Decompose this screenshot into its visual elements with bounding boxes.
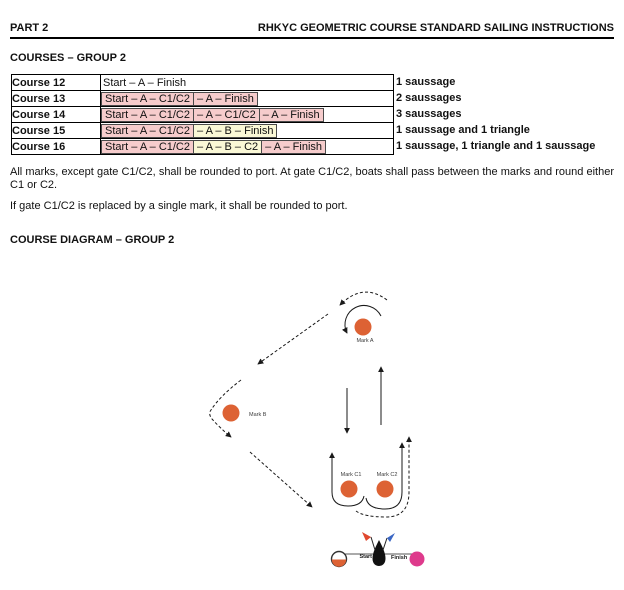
course-annotation: 1 saussage xyxy=(396,76,456,88)
course-annotation: 1 saussage, 1 triangle and 1 saussage xyxy=(396,140,596,152)
blue-flag-icon xyxy=(387,533,395,542)
course-segment: Start – A – Finish xyxy=(103,76,187,89)
course-sequence-cell xyxy=(101,123,394,139)
course-segment: – A – B – Finish xyxy=(193,124,277,138)
course-diagram xyxy=(0,270,624,590)
document-header xyxy=(10,22,614,39)
finish-buoy xyxy=(410,552,425,567)
course-sequence-cell xyxy=(101,107,394,123)
course-name-cell: Course 16 xyxy=(12,139,101,155)
leg-a-to-b-dashed-arrow xyxy=(258,314,328,364)
red-flag-pole xyxy=(371,537,375,550)
committee-boat xyxy=(373,540,386,566)
mark-a-outer-dashed-arc xyxy=(340,292,387,305)
course-annotations xyxy=(396,74,595,154)
mark-c1-label: Mark C1 xyxy=(340,472,362,478)
table-row xyxy=(12,107,394,123)
mark-c2-label: Mark C2 xyxy=(376,472,398,478)
header-title: RHKYC GEOMETRIC COURSE STANDARD SAILING INSTRUCTIONS xyxy=(257,22,614,34)
course-segment: – A – Finish xyxy=(261,140,326,154)
courses-section-title: COURSES – GROUP 2 xyxy=(10,52,126,64)
course-sequence-cell xyxy=(101,139,394,155)
single-mark-rule-paragraph: If gate C1/C2 is replaced by a single mark, it shall be rounded to port. xyxy=(10,200,348,212)
mark-b-label: Mark B xyxy=(249,412,267,418)
mark-c2-buoy xyxy=(377,481,394,498)
rounding-rule-paragraph: All marks, except gate C1/C2, shall be rounded to port. At gate C1/C2, boats shall pass between the marks and round either C1 or C2. xyxy=(10,166,614,191)
table-row xyxy=(12,123,394,139)
table-row xyxy=(12,139,394,155)
course-annotation: 3 saussages xyxy=(396,108,462,120)
mark-a-label: Mark A xyxy=(356,338,374,344)
course-segment: – A – C1/C2 xyxy=(193,108,260,122)
courses-table-body xyxy=(12,75,394,155)
courses-table xyxy=(11,74,394,155)
start-buoy-bottom-half xyxy=(332,560,346,567)
diagram-section-title: COURSE DIAGRAM – GROUP 2 xyxy=(10,234,175,246)
mark-c1-rounding-path xyxy=(332,453,364,506)
course-annotation: 1 saussage and 1 triangle xyxy=(396,124,530,136)
table-row xyxy=(12,91,394,107)
course-name-cell: Course 15 xyxy=(12,123,101,139)
course-name-cell: Course 13 xyxy=(12,91,101,107)
course-annotation: 2 saussages xyxy=(396,92,462,104)
blue-flag-pole xyxy=(383,538,387,550)
course-segment: Start – A – C1/C2 xyxy=(101,124,194,138)
start-label: Start xyxy=(359,554,372,560)
course-segment: Start – A – C1/C2 xyxy=(101,92,194,106)
course-sequence-cell xyxy=(101,75,394,91)
course-segment: – A – Finish xyxy=(193,92,258,106)
course-name-cell: Course 14 xyxy=(12,107,101,123)
header-part-label: PART 2 xyxy=(10,22,49,34)
leg-b-to-start-dashed-arrow xyxy=(250,452,312,507)
course-name-cell: Course 12 xyxy=(12,75,101,91)
mark-a-buoy xyxy=(355,319,372,336)
course-sequence-cell xyxy=(101,91,394,107)
course-segment: Start – A – C1/C2 xyxy=(101,140,194,154)
course-segment: – A – Finish xyxy=(259,108,324,122)
mark-b-buoy xyxy=(223,405,240,422)
finish-label: Finish xyxy=(391,555,408,561)
course-segment: – A – B – C2 xyxy=(193,140,262,154)
red-flag-icon xyxy=(362,532,371,541)
table-row xyxy=(12,75,394,91)
course-segment: Start – A – C1/C2 xyxy=(101,108,194,122)
mark-c1-buoy xyxy=(341,481,358,498)
